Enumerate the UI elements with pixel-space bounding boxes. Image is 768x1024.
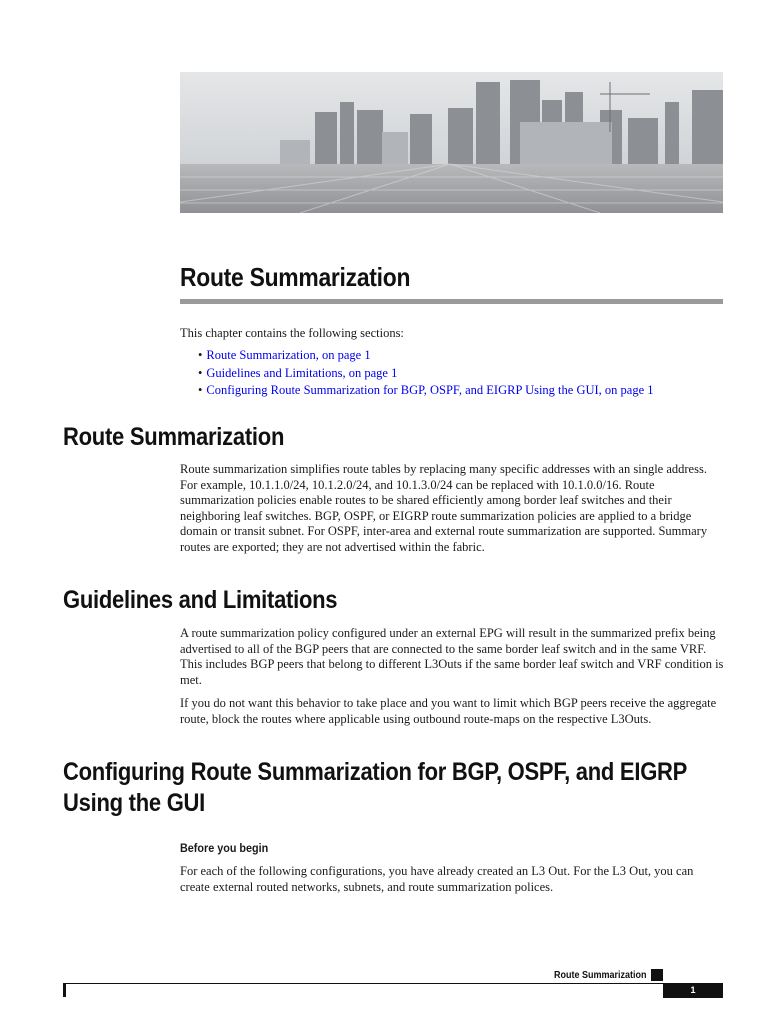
chapter-toc: [198, 347, 654, 400]
configuring-body: For each of the following configurations, you have already created an L3 Out. For the L3 Out, you can create external routed networks, subnets, and route summarization polices.: [180, 864, 694, 894]
before-you-begin-subheading: Before you begin: [180, 841, 269, 855]
section-heading-route-summarization: Route Summarization: [63, 423, 285, 451]
footer-rule: [63, 983, 663, 984]
chapter-banner-image: [180, 72, 723, 213]
section-heading-configuring-line1: Configuring Route Summarization for BGP, OSPF, and EIGRP: [63, 758, 688, 786]
guidelines-paragraph-1: A route summarization policy configured under an external EPG will result in the summarized prefix being advertised to all of the BGP peers that are connected to the same border leaf switch and in the same VRF. This includes BGP peers that belong to different L3Outs if the same border leaf switch and VRF condition is met.: [180, 626, 724, 687]
page-number: 1: [663, 983, 723, 998]
toc-item: [198, 365, 654, 383]
guidelines-paragraph-2: If you do not want this behavior to take place and you want to limit which BGP peers receive the aggregate route, block the routes where applicable using outbound route-maps on the respective L3Outs.: [180, 696, 717, 726]
toc-link-configuring[interactable]: Configuring Route Summarization for BGP, OSPF, and EIGRP Using the GUI, on page 1: [206, 383, 654, 397]
section-heading-configuring-line2: Using the GUI: [63, 789, 206, 817]
footer-chapter-label: Route Summarization: [554, 970, 647, 981]
footer-tick: [63, 983, 66, 997]
toc-link-guidelines[interactable]: Guidelines and Limitations, on page 1: [206, 365, 398, 380]
toc-item: [198, 382, 654, 400]
chapter-intro: This chapter contains the following sections:: [180, 326, 404, 340]
footer-marker: [651, 969, 663, 981]
section-heading-guidelines: Guidelines and Limitations: [63, 586, 338, 614]
route-summarization-body: Route summarization simplifies route tables by replacing many specific addresses with an single address. For example, 10.1.1.0/24, 10.1.2.0/24, and 10.1.3.0/24 can be replaced with 10.1.0.0/16. Route summarization policies enable routes to be shared efficiently among border leaf switches and their neighboring leaf switches. BGP, OSPF, or EIGRP route summarization policies are applied to a bridge domain or transit subnet. For OSPF, inter-area and external route summarization are supported. Summary routes are exported; they are not advertised within the fabric.: [180, 462, 708, 554]
toc-item: [198, 347, 654, 365]
toc-link-route-summarization[interactable]: Route Summarization, on page 1: [206, 348, 371, 362]
chapter-title-rule: [180, 299, 723, 304]
chapter-title: Route Summarization: [180, 262, 411, 292]
